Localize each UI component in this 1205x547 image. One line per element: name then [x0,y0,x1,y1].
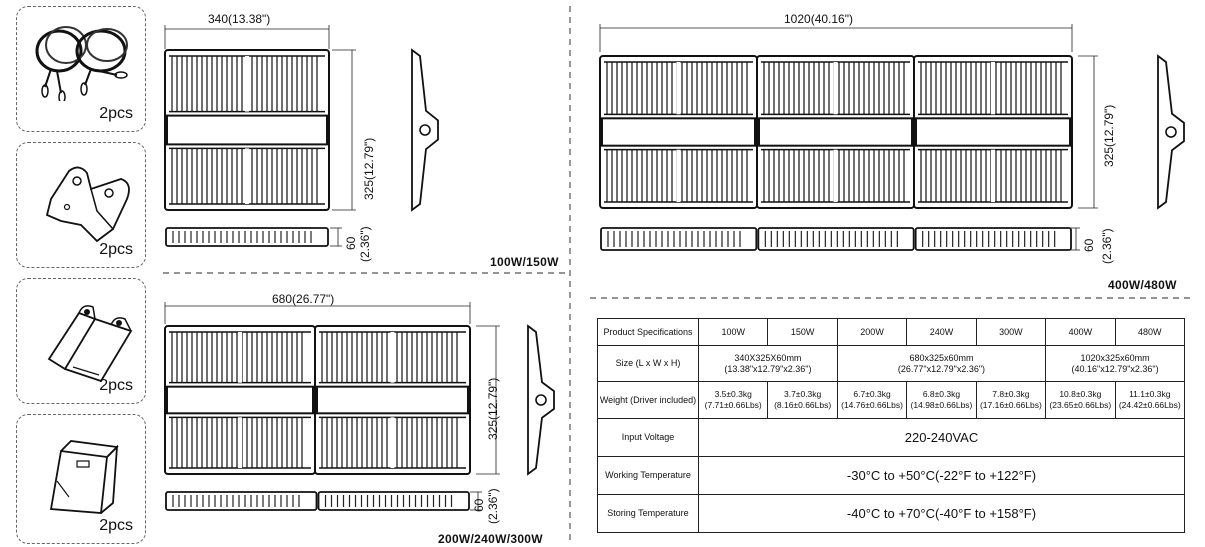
watt-header: 480W [1115,319,1184,346]
weight-lbs: (17.16±0.66Lbs) [979,400,1042,410]
weight-lbs: (8.16±0.66Lbs) [774,400,832,410]
table-cell [1046,382,1115,419]
end-view-knob [536,395,546,405]
table-cell [837,382,906,419]
driver-bar [167,116,327,145]
table-header-row [598,319,1185,346]
table-cell [699,346,838,382]
size-in: (40.16"x12.79"x2.36") [1071,363,1159,374]
table-cell [837,346,1045,382]
weight-lbs: (14.98±0.66Lbs) [910,400,973,410]
weight-kg: 11.1±0.3kg [1129,389,1171,399]
weight-kg: 7.8±0.3kg [992,389,1030,399]
size-in: (13.38"x12.79"x2.36") [724,363,812,374]
accessory-qty: 2pcs [99,241,133,258]
watt-header: 200W [837,319,906,346]
size-in: (26.77"x12.79"x2.36") [897,363,986,374]
weight-kg: 3.7±0.3kg [783,389,822,399]
weight-lbs: (24.42±0.66Lbs) [1118,400,1181,410]
table-row-weight [598,382,1185,419]
small-model-label: 100W/150W [490,255,559,269]
driver-bar [317,387,468,414]
small-width-dimension: 340(13.38") [208,12,271,26]
watt-header: 240W [907,319,976,346]
large-model-label: 400W/480W [1108,278,1177,292]
table-cell: -40°C to +70°C(-40°F to +158°F) [699,495,1185,533]
small-depth-dimension: 60 [344,236,358,250]
row-header: Size (L x W x H) [598,346,699,382]
side-profile-segment [166,492,317,510]
table-row-size [598,346,1185,382]
row-header: Product Specifications [598,319,699,346]
end-view-outline [1158,56,1184,208]
watt-header: 300W [976,319,1045,346]
specification-table [597,318,1185,533]
table-cell [1115,382,1184,419]
table-cell [768,382,837,419]
row-header: Storing Temperature [598,495,699,533]
accessory-qty: 2pcs [99,377,133,394]
table-cell: 220-240VAC [699,419,1185,457]
watt-header: 150W [768,319,837,346]
table-cell [907,382,976,419]
side-profile-segment [916,228,1071,250]
size-mm: 680x325x60mm [909,352,974,363]
weight-kg: 3.5±0.3kg [714,389,752,399]
row-header: Weight (Driver included) [598,382,699,419]
weight-lbs: (7.71±0.66Lbs) [704,400,762,410]
driver-bar [916,118,1070,145]
large-depth-dimension: 60 [1082,238,1096,252]
size-mm: 1020x325x60mm [1080,352,1150,363]
driver-bar [602,118,755,145]
driver-bar [759,118,912,145]
side-profile-segment [601,228,756,250]
accessory-qty: 2pcs [99,517,133,534]
table-cell [1046,346,1185,382]
table-row-storing-temp [598,495,1185,533]
weight-kg: 6.8±0.3kg [922,389,961,399]
large-height-dimension: 325(12.79") [1102,104,1116,167]
medium-width-dimension: 680(26.77") [272,292,335,306]
table-cell [976,382,1045,419]
table-row-voltage [598,419,1185,457]
medium-depth-inch: (2.36") [486,488,500,524]
weight-kg: 10.8±0.3kg [1059,389,1102,399]
row-header: Input Voltage [598,419,699,457]
small-height-dimension: 325(12.79") [362,137,376,200]
table-cell: -30°C to +50°C(-22°F to +122°F) [699,457,1185,495]
large-width-dimension: 1020(40.16") [784,12,853,26]
small-depth-inch: (2.36") [358,226,372,262]
end-view-knob [420,125,430,135]
table-row-working-temp [598,457,1185,495]
weight-lbs: (14.76±0.66Lbs) [841,400,903,410]
large-depth-inch: (2.36") [1100,228,1114,264]
watt-header: 100W [699,319,768,346]
row-header: Working Temperature [598,457,699,495]
side-profile-segment [166,228,328,246]
medium-model-label: 200W/240W/300W [438,532,543,546]
side-profile-segment [319,492,470,510]
driver-bar [167,387,313,414]
medium-height-dimension: 325(12.79") [486,377,500,440]
end-view-outline [412,50,438,210]
accessory-qty: 2pcs [99,105,133,122]
weight-kg: 6.7±0.3kg [853,389,891,399]
end-view-outline [528,326,554,474]
table-cell [699,382,768,419]
watt-header: 400W [1046,319,1115,346]
side-profile-segment [758,228,913,250]
size-mm: 340X325X60mm [734,352,802,363]
weight-lbs: (23.65±0.66Lbs) [1049,400,1112,410]
medium-depth-dimension: 60 [472,498,486,512]
end-view-knob [1166,127,1176,137]
